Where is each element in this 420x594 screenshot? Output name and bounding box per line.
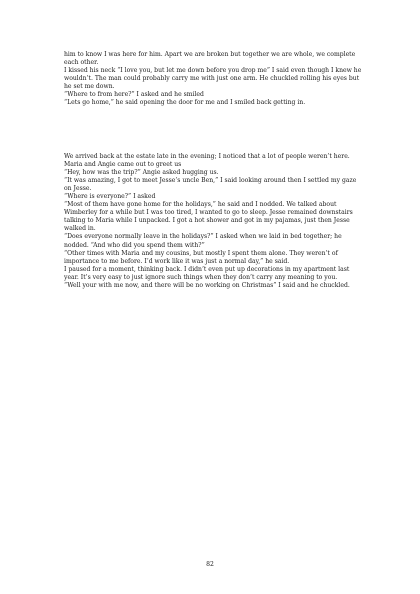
paragraph: “Where is everyone?” I asked	[64, 193, 156, 201]
paragraph: “Hey, how was the trip?” Angie asked hugging us.	[64, 169, 219, 177]
page-number: 82	[206, 561, 214, 568]
paragraph: “It was amazing, I got to meet Jesse’s uncle Ben,” I said looking around then I settled my gaze on Jesse.	[64, 177, 357, 193]
paragraph: I paused for a moment, thinking back. I didn’t even put up decorations in my apartment last year. It’s very easy to just ignore such things when they don’t carry any meaning to you.	[64, 265, 350, 281]
paragraph: “Most of them have gone home for the holidays,” he said and I nodded. We talked about Wimberley for a while but I was too tired, I wanted to go to sleep. Jesse remained downstairs talking to Maria while I unpacked. I got a hot shower and got in my pajamas, just then Jesse walked in.	[64, 201, 353, 233]
paragraph: “Lets go home,” he said opening the door for me and I smiled back getting in.	[64, 99, 306, 107]
paragraph: We arrived back at the estate late in the evening; I noticed that a lot of people weren’t here. Maria and Angie came out to greet us	[64, 153, 350, 169]
text-block-2	[64, 153, 364, 290]
paragraph: “Does everyone normally leave in the holidays?” I asked when we laid in bed together; he nodded. “And who did you spend them with?”	[64, 233, 342, 249]
paragraph: “Other times with Maria and my cousins, but mostly I spent them alone. They weren’t of importance to me before. I’d work like it was just a normal day,” he said.	[64, 249, 338, 265]
paragraph: I kissed his neck “I love you, but let me down before you drop me” I said even though I knew he wouldn’t. The man could probably carry me with just one arm. He chuckled rolling his eyes but he set me down.	[64, 67, 362, 91]
text-block-1	[64, 51, 364, 107]
paragraph: him to know I was here for him. Apart we are broken but together we are whole, we complete each other.	[64, 51, 356, 67]
paragraph: “Well your with me now, and there will be no working on Christmas” I said and he chuckled.	[64, 281, 350, 289]
paragraph: “Where to from here?” I asked and he smiled	[64, 91, 204, 99]
